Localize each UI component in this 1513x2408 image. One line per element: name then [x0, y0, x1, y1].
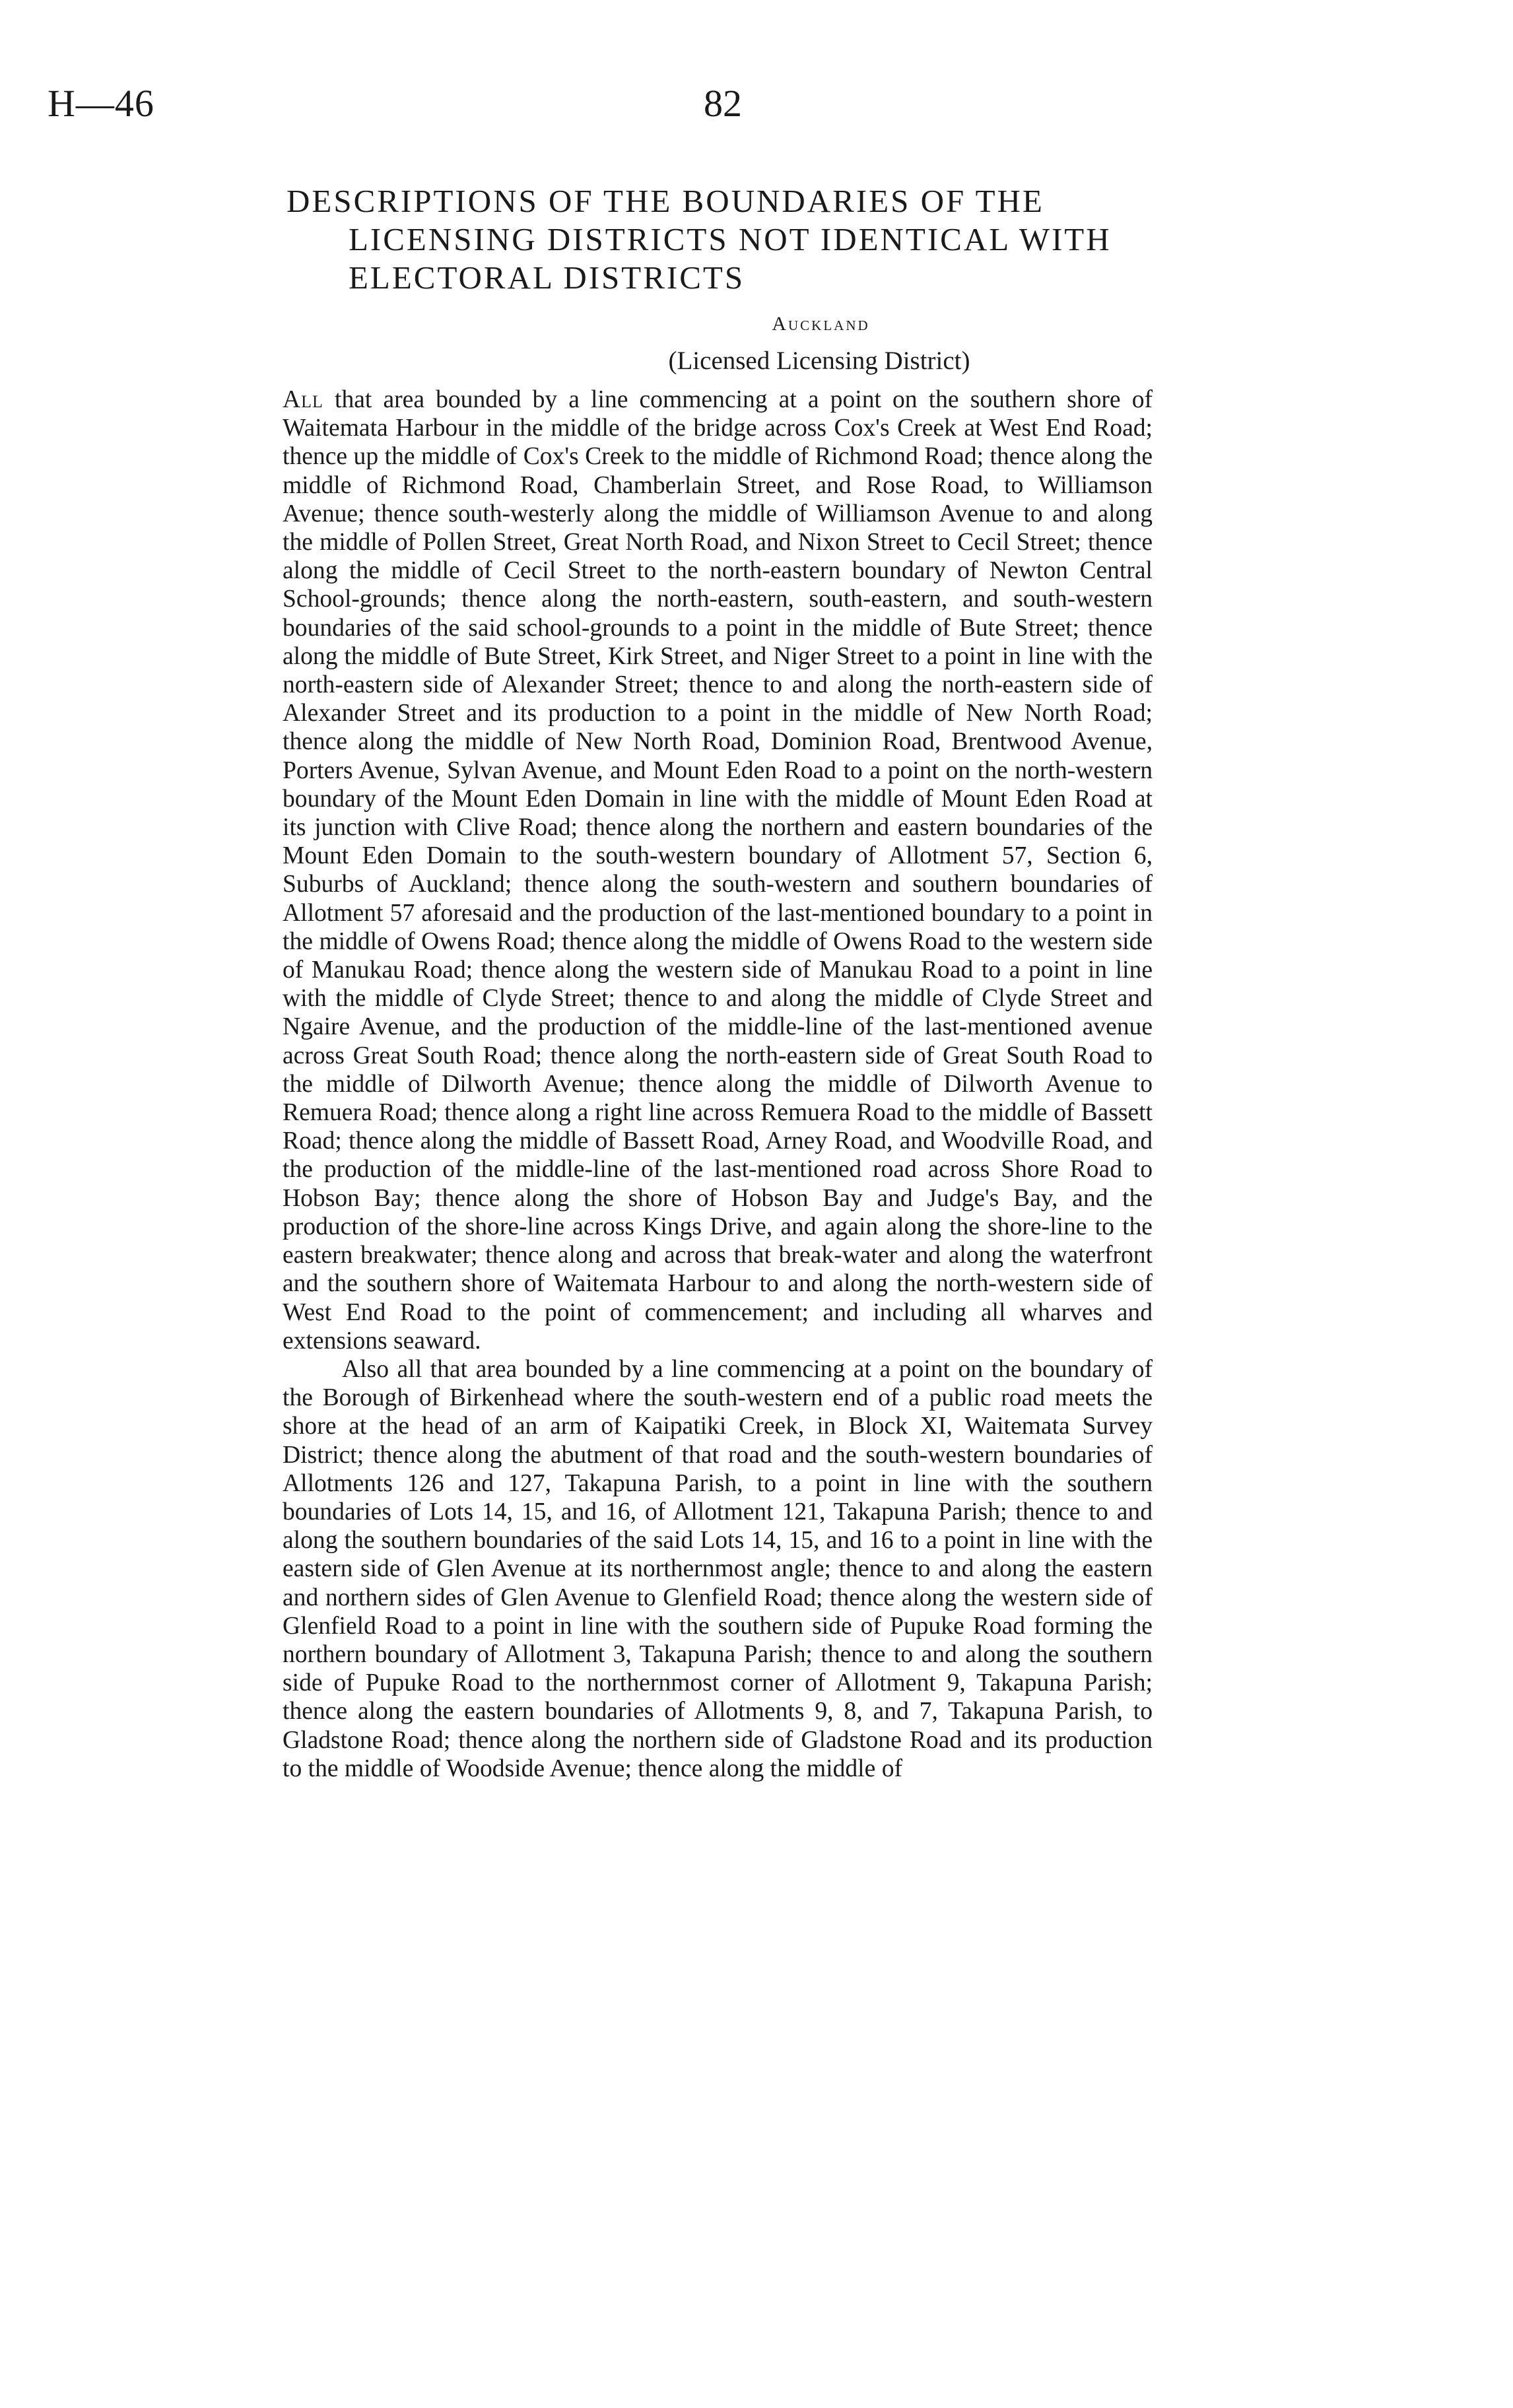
page-reference: H—46 [48, 82, 154, 125]
boundary-description [283, 385, 1153, 1783]
paragraph-lead-word: All [283, 386, 323, 413]
heading-line-3: ELECTORAL DISTRICTS [349, 259, 745, 296]
paragraph-2 [283, 1355, 1153, 1783]
section-title [0, 313, 1513, 335]
paragraph-1-text: that area bounded by a line commencing at a point on the southern shore of Waitemata Harbour in the middle of the bridge across Cox's Creek at West End Road; thence up the middle of Cox's Creek to the middle of Richmond Road; thence along the middle of Richmond Road, Chamberlain Street, and Rose Road, to Williamson Avenue; thence south-westerly along the middle of Williamson Avenue to and along the middle of Pollen Street, Great North Road, and Nixon Street to Cecil Street; thence along the middle of Cecil Street to the north-eastern boundary of Newton Central School-grounds; thence along the north-eastern, south-eastern, and south-western boundaries of the said school-grounds to a point in the middle of Bute Street; thence along the middle of Bute Street, Kirk Street, and Niger Street to a point in line with the north-eastern side of Alexander Street; thence to and along the north-eastern side of Alexander Street and its production to a point in the middle of New North Road; thence along the middle of New North Road, Dominion Road, Brentwood Avenue, Porters Avenue, Sylvan Avenue, and Mount Eden Road to a point on the north-western boundary of the Mount Eden Domain in line with the middle of Mount Eden Road at its junction with Clive Road; thence along the northern and eastern boundaries of the Mount Eden Domain to the south-western boundary of Allotment 57, Section 6, Suburbs of Auckland; thence along the south-western and southern boundaries of Allotment 57 aforesaid and the production of the last-mentioned boundary to a point in the middle of Owens Road; thence along the middle of Owens Road to the western side of Manukau Road; thence along the western side of Manukau Road to a point in line with the middle of Clyde Street; thence to and along the middle of Clyde Street and Ngaire Avenue, and the production of the middle-line of the last-mentioned avenue across Great South Road; thence along the north-eastern side of Great South Road to the middle of Dilworth Avenue; thence along the middle of Dilworth Avenue to Remuera Road; thence along a right line across Remuera Road to the middle of Bassett Road; thence along the middle of Bassett Road, Arney Road, and Woodville Road, and the production of the middle-line of the last-mentioned road across Shore Road to Hobson Bay; thence along the shore of Hobson Bay and Judge's Bay, and the production of the shore-line across Kings Drive, and again along the shore-line to the eastern breakwater; thence along and across that break-water and along the waterfront and the southern shore of Waitemata Harbour to and along the north-western side of West End Road to the point of commencement; and including all wharves and extensions seaward. [283, 386, 1153, 1354]
page-heading [286, 182, 1158, 297]
section-title-text: Auckland [772, 313, 870, 335]
section-subtitle [0, 346, 1513, 376]
heading-line-2: LICENSING DISTRICTS NOT IDENTICAL WITH [349, 221, 1112, 257]
page-number: 82 [704, 82, 742, 125]
paragraph-1 [283, 385, 1153, 1355]
heading-line-1: DESCRIPTIONS OF THE BOUNDARIES OF THE [286, 183, 1044, 219]
section-subtitle-text: (Licensed Licensing District) [668, 347, 970, 375]
paragraph-2-text: Also all that area bounded by a line commencing at a point on the boundary of the Borough of Birkenhead where the south-western end of a public road meets the shore at the head of an arm of Kaipatiki Creek, in Block XI, Waitemata Survey District; thence along the abutment of that road and the south-western boundaries of Allotments 126 and 127, Takapuna Parish, to a point in line with the southern boundaries of Lots 14, 15, and 16, of Allotment 121, Takapuna Parish; thence to and along the southern boundaries of the said Lots 14, 15, and 16 to a point in line with the eastern side of Glen Avenue at its northernmost angle; thence to and along the eastern and northern sides of Glen Avenue to Glenfield Road; thence along the western side of Glenfield Road to a point in line with the southern side of Pupuke Road forming the northern boundary of Allotment 3, Takapuna Parish; thence to and along the southern side of Pupuke Road to the northernmost corner of Allotment 9, Takapuna Parish; thence along the eastern boundaries of Allotments 9, 8, and 7, Takapuna Parish, to Gladstone Road; thence along the northern side of Gladstone Road and its production to the middle of Woodside Avenue; thence along the middle of [283, 1355, 1153, 1782]
